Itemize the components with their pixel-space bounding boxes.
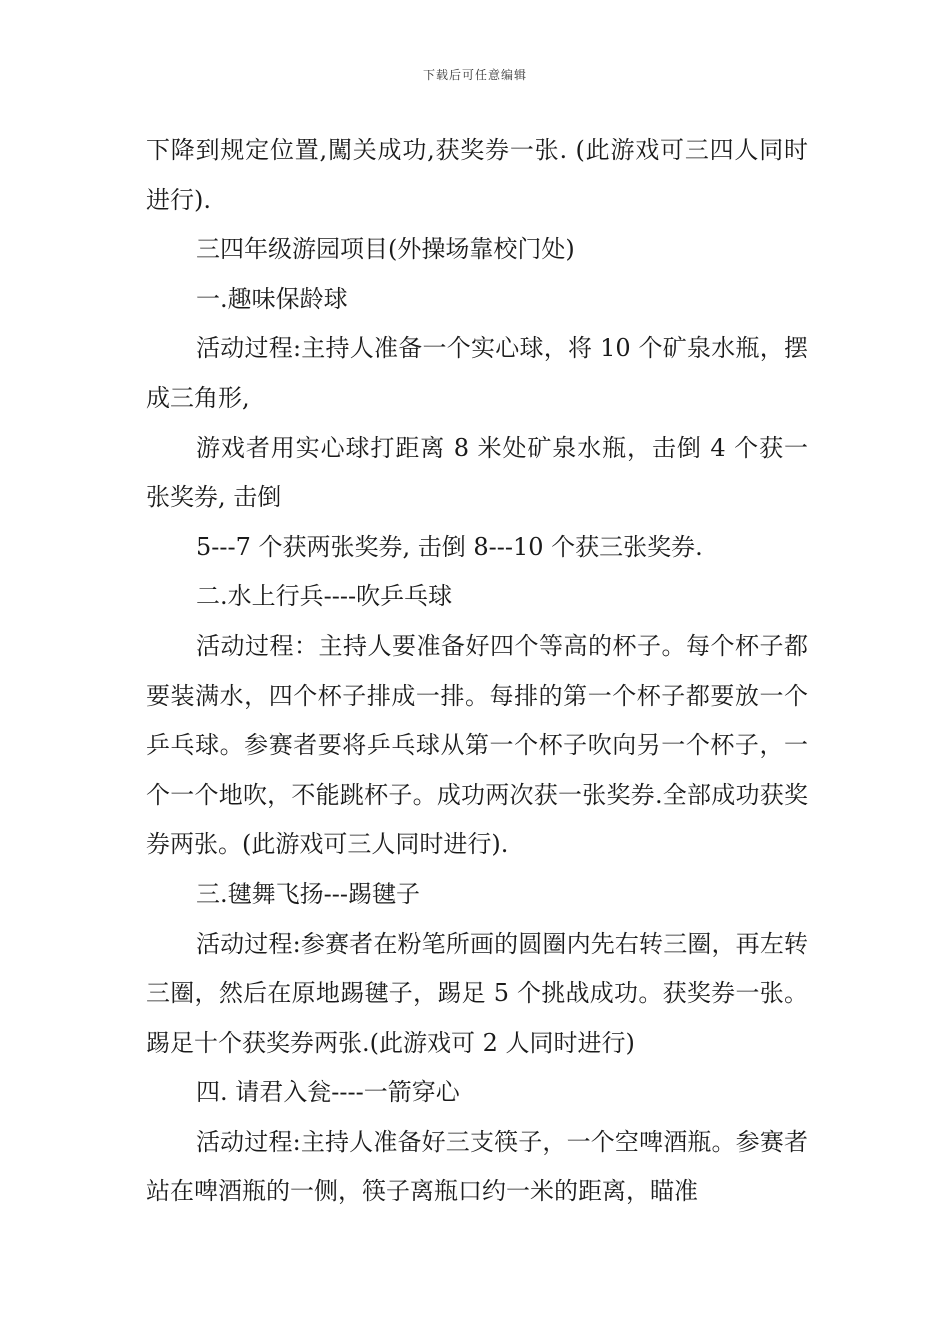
paragraph-bowling-1: 活动过程:主持人准备一个实心球，将 10 个矿泉水瓶，摆成三角形, [146, 334, 808, 412]
paragraph-pingpong: 活动过程：主持人要准备好四个等高的杯子。每个杯子都要装满水，四个杯子排成一排。每排的第一个杯子都要放一个乒乓球。参赛者要将乒乓球从第一个杯子吹向另一个杯子，一个一个地吹，不能跳杯子。成功两次获一张奖券.全部成功获奖券两张。(此游戏可三人同时进行). [146, 631, 808, 859]
paragraph-shuttlecock: 活动过程:参赛者在粉笔所画的圆圈内先右转三圈，再左转三圈，然后在原地踢毽子，踢足 5 个挑战成功。获奖券一张。踢足十个获奖券两张.(此游戏可 2 人同时进行) [146, 929, 808, 1057]
heading-pingpong: 二.水上行兵----吹乒乓球 [196, 582, 453, 611]
page-header: 下载后可任意编辑 [422, 68, 527, 82]
section-heading-grade34: 三四年级游园项目(外操场靠校门处) [196, 235, 575, 264]
heading-chopsticks: 四. 请君入瓮----一箭穿心 [196, 1078, 460, 1107]
paragraph-bowling-3: 5---7 个获两张奖券, 击倒 8---10 个获三张奖券. [196, 532, 703, 561]
heading-shuttlecock: 三.毽舞飞扬---踢毽子 [196, 879, 420, 908]
document-body [146, 126, 808, 1217]
paragraph-bowling-2: 游戏者用实心球打距离 8 米处矿泉水瓶，击倒 4 个获一张奖券, 击倒 [146, 433, 808, 512]
paragraph-1: 下降到规定位置,闖关成功,获奖券一张. (此游戏可三四人同时进行). [146, 136, 808, 214]
paragraph-chopsticks: 活动过程:主持人准备好三支筷子，一个空啤酒瓶。参赛者站在啤酒瓶的一侧，筷子离瓶口约一米的距离，瞄准 [146, 1127, 808, 1206]
heading-bowling: 一.趣味保龄球 [196, 284, 348, 313]
